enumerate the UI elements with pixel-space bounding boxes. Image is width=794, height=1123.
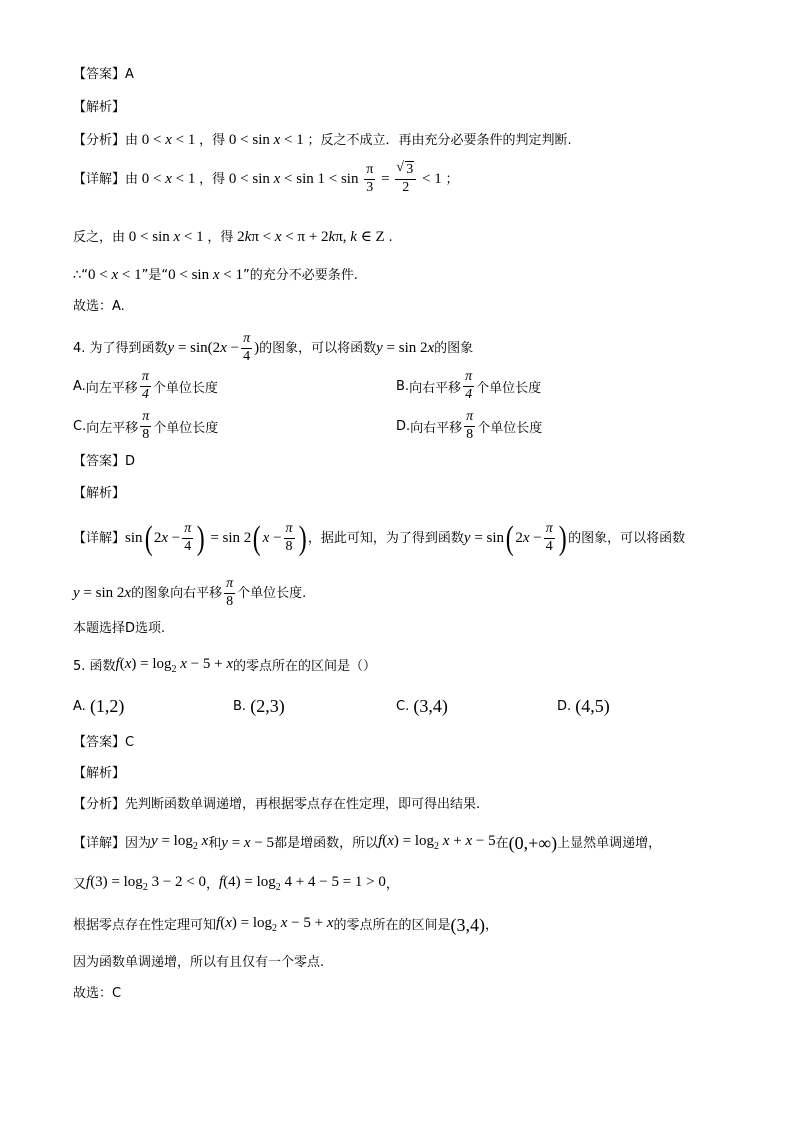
q4-option-a: A. 向左平移 $\frac{\pi}{4}$ 个单位长度 [73, 369, 218, 402]
q5-option-c: C. (3,4) [396, 696, 448, 716]
q5-option-b: B. (2,3) [233, 696, 285, 716]
q5-detail-4: 因为函数单调递增，所以有且仅有一个零点. [73, 955, 325, 970]
q5-analysis-tag: 【解析】 [73, 766, 126, 781]
q4-choose: 本题选择D选项. [73, 621, 166, 636]
q4-detail-1: 【详解】 sin ( 2x − $\frac{\pi}{4}$ ) = sin 2 ( x − $\frac{\pi}{8}$ ) ，据此可知，为了得到函数 y = sin ( 2x − $\frac{\pi}{4}$ ) 的图象，可以将函数 [73, 519, 686, 557]
q4-detail-2: y = sin 2x 的图象向右平移 $\frac{\pi}{8}$ 个单位长度. [73, 576, 307, 609]
q4-option-c: C. 向左平移 $\frac{\pi}{8}$ 个单位长度 [73, 409, 219, 442]
q5-fenxi: 【分析】 先判断函数单调递增，再根据零点存在性定理，即可得出结果. [73, 797, 481, 812]
q5-answer: 【答案】C [73, 735, 135, 750]
q3-converse: 反之，由 0 < sin x < 1 ，得 2kπ < x < π + 2kπ, k ∈ Z . [73, 229, 393, 245]
q4-analysis-tag: 【解析】 [73, 486, 126, 501]
q5-option-a: A. (1,2) [73, 696, 125, 716]
q3-conclusion: ∴“ 0 < x < 1 ”是“ 0 < sin x < 1 ” 的充分不必要条件. [73, 267, 358, 283]
q3-xiangjie: 【详解】 由 0 < x < 1 ，得 0 < sin x < sin 1 < sin $\frac{\pi}{3}$ = √ $\frac{3}{2}$ < 1 ； [73, 163, 459, 195]
q5-detail-3: 根据零点存在性定理可知 $f(x) = \log_2 x - 5 + x$ 的零点所在的区间是 (3,4) ， [73, 915, 499, 935]
q5-stem: 5. 函数 $f(x) = \log_2 x - 5 + x$ 的零点所在的区间是（） [73, 656, 377, 675]
q4-stem: 4. 为了得到函数 y = sin(2x − $\frac{\pi}{4}$ ) 的图象，可以将函数 y = sin 2x 的图象 [73, 331, 474, 364]
q4-option-d: D. 向右平移 $\frac{\pi}{8}$ 个单位长度 [396, 409, 543, 442]
q3-fenxi: 【分析】 由 0 < x < 1 ，得 0 < sin x < 1 ； 反之不成立．再由充分必要条件的判定判断. [73, 132, 572, 148]
q5-option-d: D. (4,5) [557, 696, 610, 716]
q3-choose: 故选：A. [73, 299, 125, 314]
q3-analysis-tag: 【解析】 [73, 100, 126, 115]
q4-option-b: B. 向右平移 $\frac{\pi}{4}$ 个单位长度 [396, 369, 542, 402]
q5-detail-1: 【详解】 因为 $y = \log_2 x$ 和 y = x − 5 都是增函数，所以 $f(x) = \log_2 x + x - 5$ 在 (0,+∞) 上显然单调递增， [73, 833, 662, 853]
q3-answer: 【答案】A [73, 67, 134, 82]
q5-detail-2: 又 $f(3) = \log_2 3 - 2 < 0$ ， $f(4) = \log_2 4 + 4 - 5 = 1 > 0$ ， [73, 874, 399, 893]
q5-choose: 故选：C [73, 986, 122, 1001]
q4-answer: 【答案】D [73, 454, 136, 469]
